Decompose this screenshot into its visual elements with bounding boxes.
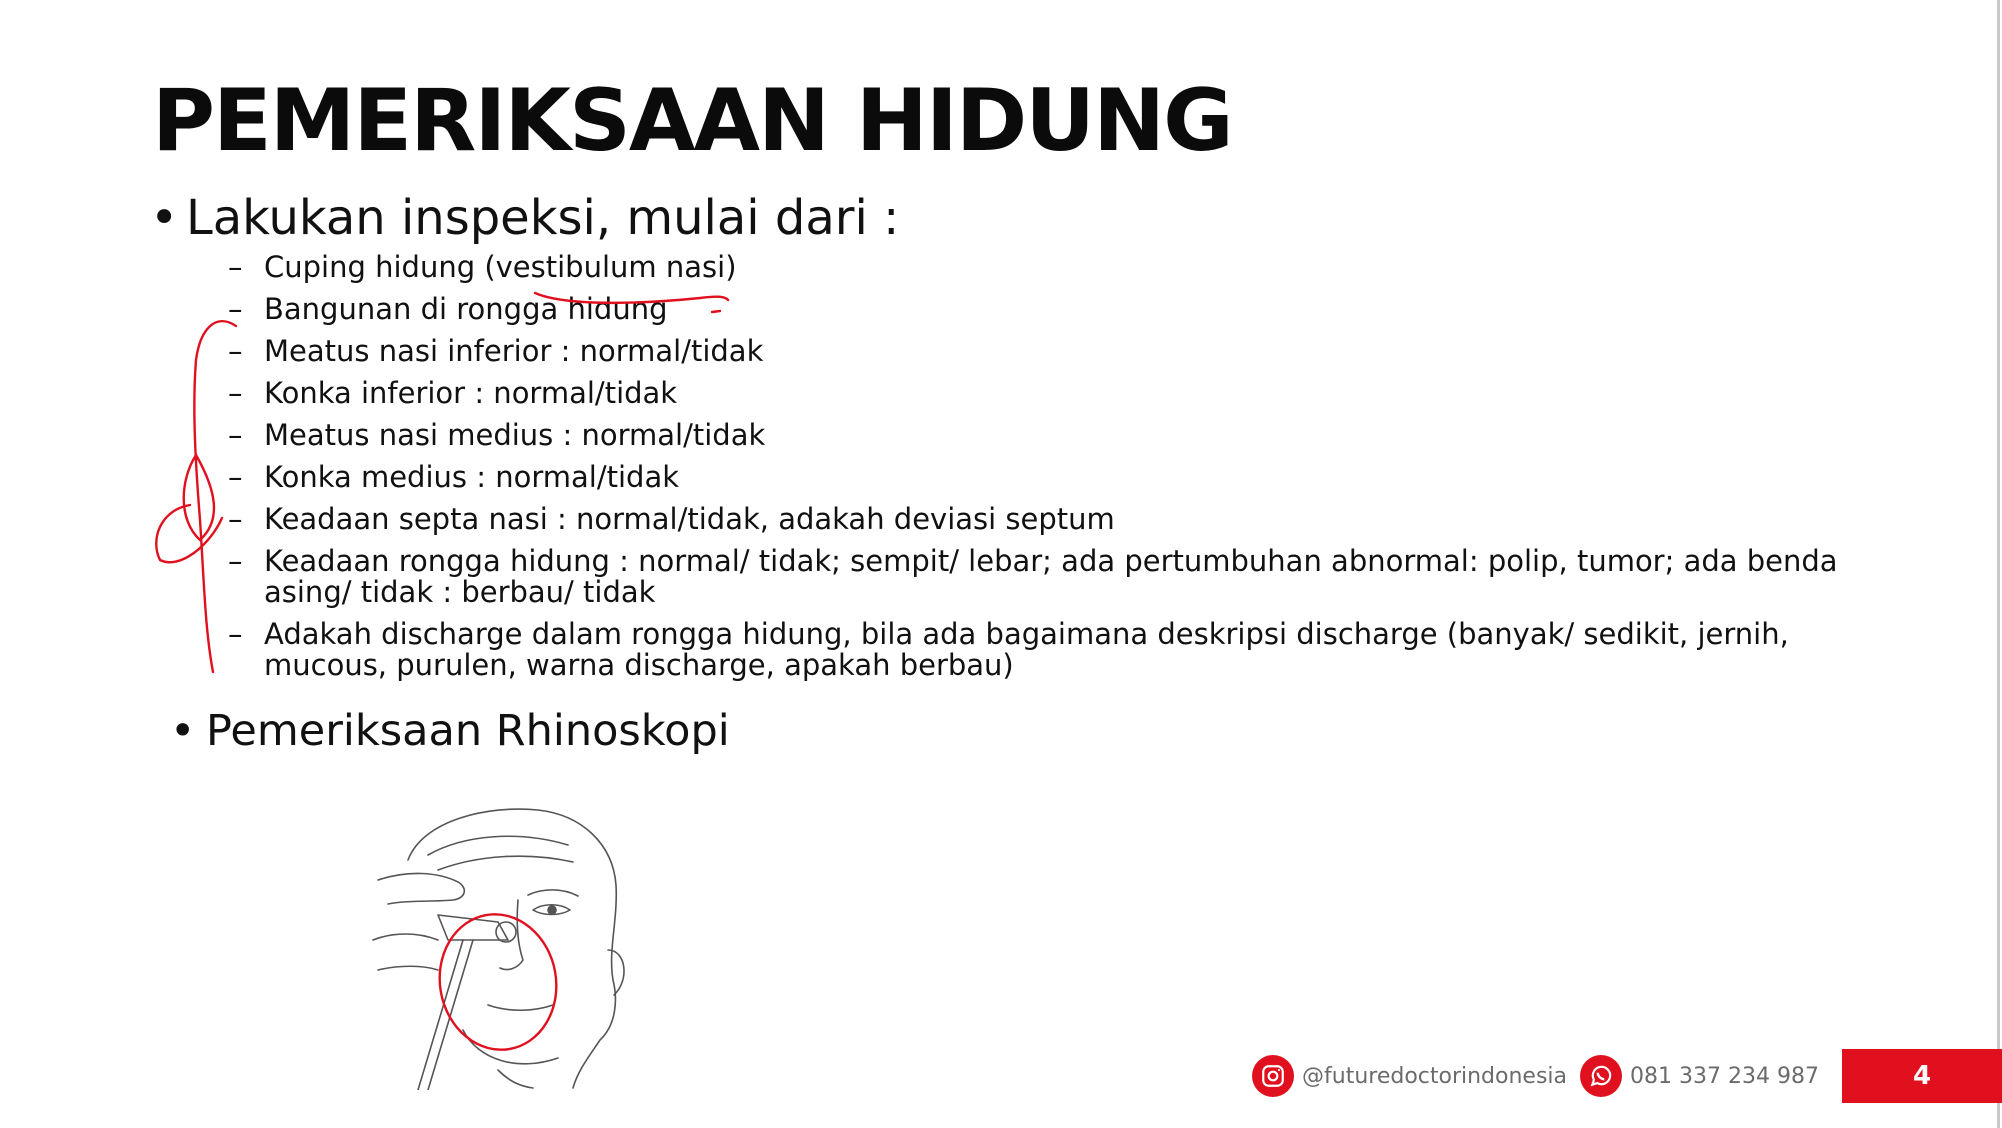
slide-title: PEMERIKSAAN HIDUNG	[152, 71, 1232, 171]
bullet-marker: •	[170, 706, 196, 756]
bullet-inspeksi	[150, 190, 899, 248]
sublist-item	[228, 462, 1848, 493]
bullet-rhinoskopi	[170, 706, 730, 758]
slide-edge-divider	[1997, 0, 2000, 1128]
dash-marker: –	[228, 460, 243, 494]
dash-marker: –	[228, 544, 243, 578]
bullet-marker: •	[150, 190, 179, 246]
page-number-badge	[1842, 1049, 2002, 1103]
neck	[498, 1070, 533, 1088]
dash-marker: –	[228, 376, 243, 410]
sublist-item-text: Meatus nasi medius : normal/tidak	[264, 418, 766, 452]
sublist-item-text: Bangunan di rongga hidung	[264, 292, 668, 326]
dash-marker: –	[228, 617, 243, 651]
ear	[608, 950, 624, 995]
sublist-item	[228, 546, 1848, 608]
hand	[373, 873, 464, 970]
sublist-item-text: Keadaan rongga hidung : normal/ tidak; sempit/ lebar; ada pertumbuhan abnormal: polip, tumor; ada benda asing/ tidak : berbau/ tidak	[264, 544, 1838, 609]
sublist-item	[228, 294, 1848, 325]
sublist-item-text: Konka inferior : normal/tidak	[264, 376, 678, 410]
bullet-inspeksi-text: Lakukan inspeksi, mulai dari :	[186, 190, 900, 246]
bullet-rhinoskopi-text: Pemeriksaan Rhinoskopi	[206, 706, 730, 756]
dash-marker: –	[228, 292, 243, 326]
footer-instagram[interactable]	[1252, 1054, 1567, 1098]
nose	[500, 900, 523, 970]
sublist-item-text: Meatus nasi inferior : normal/tidak	[264, 334, 764, 368]
dash-marker: –	[228, 334, 243, 368]
dash-marker: –	[228, 502, 243, 536]
sublist-item-text: Konka medius : normal/tidak	[264, 460, 680, 494]
inspection-sublist	[228, 252, 1848, 692]
sublist-item-text: Keadaan septa nasi : normal/tidak, adakah deviasi septum	[264, 502, 1115, 536]
sublist-item	[228, 336, 1848, 367]
dash-marker: –	[228, 250, 243, 284]
speculum-light	[496, 922, 516, 942]
sublist-item	[228, 619, 1848, 681]
sublist-item	[228, 420, 1848, 451]
whatsapp-number: 081 337 234 987	[1630, 1063, 1819, 1089]
mouth	[488, 1005, 553, 1010]
whatsapp-icon	[1580, 1055, 1622, 1097]
instagram-icon	[1252, 1055, 1294, 1097]
speculum-handle	[418, 940, 473, 1090]
sublist-item	[228, 378, 1848, 409]
sublist-item-text: Cuping hidung (vestibulum nasi)	[264, 250, 737, 284]
forehead-lines	[428, 836, 573, 870]
dash-marker: –	[228, 418, 243, 452]
scribble-mark	[156, 455, 222, 562]
sublist-item	[228, 252, 1848, 283]
footer-whatsapp[interactable]	[1580, 1054, 1819, 1098]
sublist-item	[228, 504, 1848, 535]
rhinoscopy-illustration	[368, 800, 648, 1090]
head-outline	[408, 809, 616, 1088]
sublist-item-text: Adakah discharge dalam rongga hidung, bila ada bagaimana deskripsi discharge (banyak/ sedikit, jernih, mucous, purulen, warna discharge, apakah berbau)	[264, 617, 1789, 682]
instagram-handle: @futuredoctorindonesia	[1302, 1063, 1568, 1089]
jaw	[463, 1030, 558, 1064]
pupil	[548, 906, 556, 914]
eyebrow	[528, 890, 578, 896]
page-number: 4	[1912, 1061, 1932, 1091]
